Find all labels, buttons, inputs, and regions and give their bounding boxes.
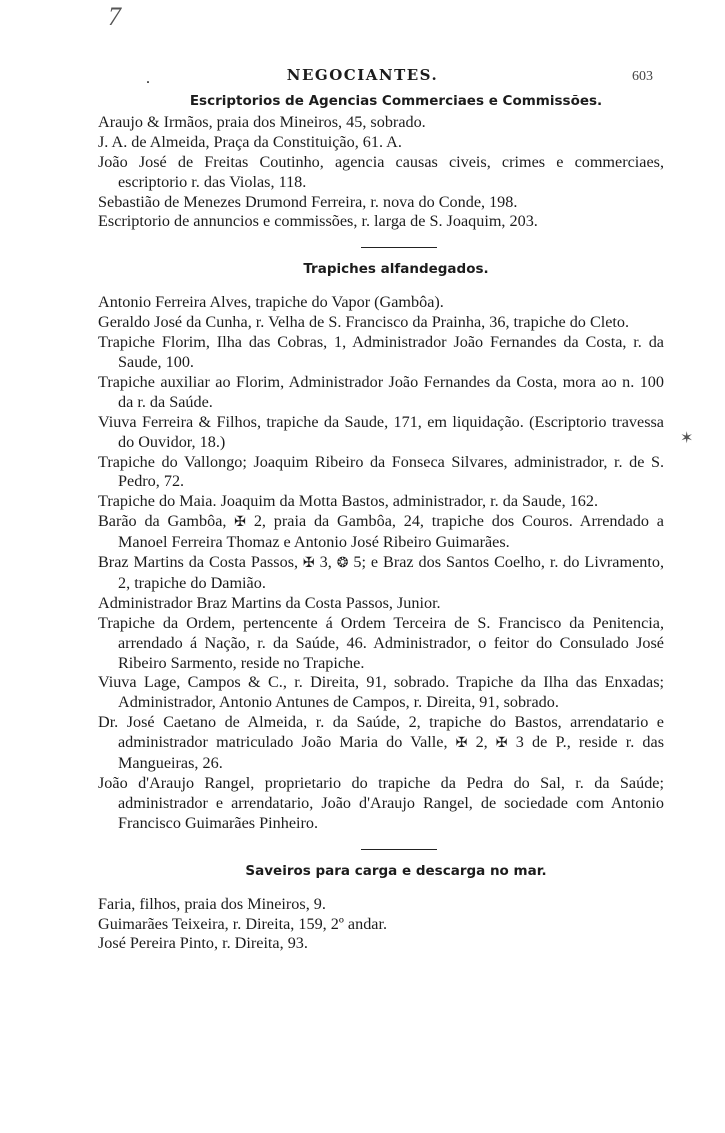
maltese-cross-icon: ✠ <box>302 555 315 572</box>
spacer <box>98 882 664 895</box>
header-dot: . <box>146 70 150 87</box>
section-agencias-list <box>98 113 664 232</box>
list-item: Trapiche da Ordem, pertencente á Ordem Terceira de S. Francisco da Penitencia, arrendado á Nação, r. da Saúde, 46. Administrador, o feitor do Consulado José Ribeiro Sarmento, reside no Trapiche. <box>98 613 664 672</box>
entry-text: Dr. José Caetano de Almeida, r. da Saúde, 2, trapiche do Bastos, arrendatario e administrador matriculado João Maria do Valle, <box>98 713 664 752</box>
section-divider <box>361 849 437 850</box>
section-saveiros-list <box>98 895 664 955</box>
list-item: Trapiche do Vallongo; Joaquim Ribeiro da Fonseca Silvares, administrador, r. de S. Pedro, 72. <box>98 452 664 491</box>
maltese-cross-icon: ✠ <box>234 514 246 531</box>
running-head: NEGOCIANTES. <box>286 66 439 84</box>
section-divider <box>361 247 437 248</box>
list-item: Geraldo José da Cunha, r. Velha de S. Francisco da Prainha, 36, trapiche do Cleto. <box>98 313 630 332</box>
list-item: Araujo & Irmãos, praia dos Mineiros, 45, sobrado. <box>98 112 426 131</box>
list-item: Administrador Braz Martins da Costa Passos, Junior. <box>98 593 441 612</box>
section-title-saveiros: Saveiros para carga e descarga no mar. <box>245 862 547 879</box>
section-title-trapiches: Trapiches alfandegados. <box>303 261 489 278</box>
list-item: Escriptorio de annuncios e commissões, r. larga de S. Joaquim, 203. <box>98 212 538 231</box>
list-item: Viuva Lage, Campos & C., r. Direita, 91, sobrado. Trapiche da Ilha das Enxadas; Administrador, Antonio Antunes de Campos, r. Direita, 91, sobrado. <box>98 673 664 712</box>
entry-text: Braz Martins da Costa Passos, <box>98 553 303 572</box>
list-item: Trapiche auxiliar ao Florim, Administrador João Fernandes da Costa, mora ao n. 100 da r. da Saúde. <box>98 372 664 411</box>
order-insignia-icon: ❂ <box>336 555 349 572</box>
entry-text: 5; e Braz dos Santos Coelho, r. do Livramento, 2, trapiche do Damião. <box>118 553 664 592</box>
list-item: Trapiche do Maia. Joaquim da Motta Bastos, administrador, r. da Saude, 162. <box>98 492 599 511</box>
entry-text: 2, praia da Gambôa, 24, trapiche dos Couros. Arrendado a Manoel Ferreira Thomaz e Antonio José Ribeiro Guimarães. <box>118 512 664 552</box>
list-item <box>98 713 664 774</box>
list-item: João José de Freitas Coutinho, agencia causas civeis, crimes e commerciaes, escriptorio r. das Violas, 118. <box>98 152 664 191</box>
list-item: J. A. de Almeida, Praça da Constituição, 61. A. <box>98 132 402 151</box>
list-item: João d'Araujo Rangel, proprietario do trapiche da Pedra do Sal, r. da Saúde; administrador e arrendatario, João d'Araujo Rangel, de sociedade com Antonio Francisco Guimarães Pinheiro. <box>98 774 664 832</box>
page-number: 603 <box>632 69 653 84</box>
list-item: Viuva Ferreira & Filhos, trapiche da Saude, 171, em liquidação. (Escriptorio travessa do Ouvidor, 18.) <box>98 412 664 451</box>
list-item: Trapiche Florim, Ilha das Cobras, 1, Administrador João Fernandes da Costa, r. da Saude, 100. <box>98 333 664 371</box>
section-title-agencias: Escriptorios de Agencias Commerciaes e Commissões. <box>189 93 603 109</box>
entry-text: 2, <box>467 733 496 752</box>
maltese-cross-icon: ✠ <box>495 735 508 752</box>
section-trapiches-list <box>98 293 664 833</box>
page-body <box>98 92 664 954</box>
list-item: Sebastião de Menezes Drumond Ferreira, r. nova do Conde, 198. <box>98 192 518 211</box>
entry-text: 3 de P., reside r. das Mangueiras, 26. <box>118 733 664 773</box>
list-item: José Pereira Pinto, r. Direita, 93. <box>98 934 308 953</box>
list-item: Faria, filhos, praia dos Mineiros, 9. <box>98 894 326 913</box>
list-item: Antonio Ferreira Alves, trapiche do Vapor (Gambôa). <box>98 293 444 312</box>
list-item: Guimarães Teixeira, r. Direita, 159, 2º andar. <box>98 914 388 933</box>
margin-ornament-icon: ✶ <box>680 430 694 447</box>
spacer <box>98 280 664 293</box>
list-item <box>98 512 664 553</box>
maltese-cross-icon: ✠ <box>455 735 468 752</box>
entry-text: 3, <box>314 553 337 572</box>
list-item <box>98 553 664 594</box>
entry-text: Barão da Gambôa, <box>98 512 235 531</box>
handwritten-corner-mark: 7 <box>108 2 121 31</box>
